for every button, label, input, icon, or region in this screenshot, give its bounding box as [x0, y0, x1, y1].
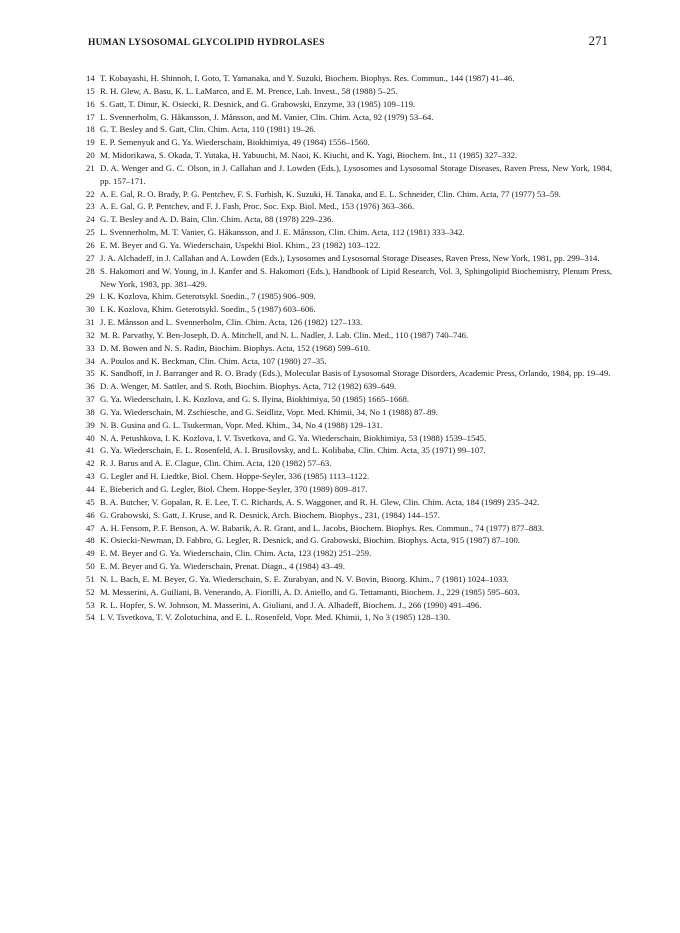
- reference-number: 53: [86, 599, 95, 610]
- reference-item: [86, 72, 612, 85]
- reference-text: B. A. Butcher, V. Gopalan, R. E. Lee, T. C. Richards, A. S. Waggoner, and R. H. Glew, Clin. Chim. Acta, 184 (1989) 235–242.: [100, 496, 540, 507]
- reference-text: L. Svennerholm, M. T. Vanier, G. Håkansson, and J. E. Månsson, Clin. Chim. Acta, 112 (1981) 333–342.: [100, 227, 465, 238]
- reference-text: R. L. Hopfer, S. W. Johnson, M. Masserini, A. Giuliani, and J. A. Alhadeff, Biochem. J., 266 (1990) 491–496.: [100, 599, 482, 610]
- reference-number: 31: [86, 317, 95, 328]
- reference-text: I. K. Kozlova, Khim. Geterotsykl. Soedin., 5 (1987) 603–606.: [100, 304, 316, 315]
- reference-text: E. M. Beyer and G. Ya. Wiederschain, Clin. Chim. Acta, 123 (1982) 251–259.: [100, 548, 372, 559]
- reference-number: 16: [86, 98, 95, 109]
- reference-text: R. J. Barus and A. E. Clague, Clin. Chim. Acta, 120 (1982) 57–63.: [100, 458, 332, 469]
- reference-text: A. E. Gal, R. O. Brady, P. G. Pentchev, F. S. Furbish, K. Suzuki, H. Tanaka, and E. L. Schneider, Clin. Chim. Acta, 77 (1977) 53–59.: [100, 188, 561, 199]
- reference-text: S. Hakomori and W. Young, in J. Kanfer and S. Hakomori (Eds.), Handbook of Lipid Research, Vol. 3, Sphingolipid Biochemistry, Plenum Press, New York, 1983, pp. 381–429.: [100, 265, 612, 289]
- reference-text: I. K. Kozlova, Khim. Geterotsykl. Soedin., 7 (1985) 906–909.: [100, 291, 316, 302]
- reference-number: 27: [86, 252, 95, 263]
- reference-number: 40: [86, 432, 95, 443]
- reference-text: G. Grabowski, S. Gatt, J. Kruse, and R. Desnick, Arch. Biochem. Biophys., 231, (1984) 144–157.: [100, 509, 440, 520]
- reference-text: G. Ya. Wiederschain, I. K. Kozlova, and G. S. Ilyina, Biokhimiya, 50 (1985) 1665–1668.: [100, 394, 410, 405]
- reference-item: [86, 85, 612, 98]
- reference-number: 30: [86, 304, 95, 315]
- reference-item: [86, 509, 612, 522]
- reference-number: 17: [86, 111, 95, 122]
- reference-number: 33: [86, 342, 95, 353]
- reference-number: 49: [86, 548, 95, 559]
- reference-number: 28: [86, 265, 95, 276]
- reference-item: [86, 406, 612, 419]
- reference-item: [86, 419, 612, 432]
- reference-item: [86, 611, 612, 624]
- reference-text: A. Poulos and K. Beckman, Clin. Chim. Acta, 107 (1980) 27–35.: [100, 355, 327, 366]
- reference-text: J. E. Månsson and L. Svennerholm, Clin. Chim. Acta, 126 (1982) 127–133.: [100, 317, 363, 328]
- reference-number: 20: [86, 150, 95, 161]
- reference-item: [86, 200, 612, 213]
- reference-item: [86, 265, 612, 291]
- reference-item: [86, 457, 612, 470]
- reference-text: G. T. Besley and S. Gatt, Clin. Chim. Acta, 110 (1981) 19–26.: [100, 124, 316, 135]
- reference-text: S. Gatt, T. Dinur, K. Osiecki, R. Desnick, and G. Grabowski, Enzyme, 33 (1985) 109–119.: [100, 98, 416, 109]
- reference-number: 26: [86, 239, 95, 250]
- reference-item: [86, 522, 612, 535]
- reference-number: 45: [86, 496, 95, 507]
- reference-item: [86, 432, 612, 445]
- reference-number: 19: [86, 137, 95, 148]
- reference-item: [86, 316, 612, 329]
- reference-number: 29: [86, 291, 95, 302]
- reference-list: [86, 72, 612, 624]
- reference-number: 21: [86, 162, 95, 173]
- reference-text: E. M. Beyer and G. Ya. Wiederschain, Uspekhi Biol. Khim., 23 (1982) 103–122.: [100, 239, 381, 250]
- reference-item: [86, 136, 612, 149]
- reference-text: D. A. Wenger and G. C. Olson, in J. Callahan and J. Lowden (Eds.), Lysosomes and Lysosomal Storage Diseases, Raven Press, New York, 1984, pp. 157–171.: [100, 162, 612, 186]
- reference-item: [86, 483, 612, 496]
- reference-text: A. H. Fensom, P. F. Benson, A. W. Babarik, A. R. Grant, and L. Jacobs, Biochem. Biophys. Res. Commun., 74 (1977) 877–883.: [100, 522, 545, 533]
- reference-number: 44: [86, 484, 95, 494]
- reference-number: 50: [86, 561, 95, 572]
- reference-item: [86, 367, 612, 380]
- reference-text: J. A. Alchadeff, in J. Callahan and A. Lowden (Eds.), Lysosomes and Lysosomal Storage Diseases, Raven Press, New York, 1981, pp. 299–314.: [100, 252, 600, 263]
- reference-text: M. R. Parvathy, Y. Ben-Joseph, D. A. Mitchell, and N. L. Nadler, J. Lab. Clin. Med., 110 (1987) 740–746.: [100, 329, 469, 340]
- reference-text: N. A. Petushkova, I. K. Kozlova, I. V. Tsvetkova, and G. Ya. Wiederschain, Biokhimiya, 53 (1988) 1539–1545.: [100, 432, 487, 443]
- reference-number: 36: [86, 381, 95, 392]
- reference-number: 15: [86, 85, 95, 96]
- reference-number: 25: [86, 227, 95, 238]
- reference-item: [86, 329, 612, 342]
- reference-number: 18: [86, 124, 95, 135]
- reference-item: [86, 213, 612, 226]
- page-number: 271: [588, 33, 608, 48]
- reference-item: [86, 290, 612, 303]
- reference-number: 46: [86, 509, 95, 520]
- reference-item: [86, 496, 612, 509]
- reference-number: 37: [86, 394, 95, 405]
- reference-item: [86, 534, 612, 547]
- reference-item: [86, 573, 612, 586]
- reference-item: [86, 149, 612, 162]
- reference-item: [86, 162, 612, 188]
- reference-text: M. Messerini, A. Guiliani, B. Venerando, A. Fiorilli, A. D. Aniello, and G. Tettamanti, Biochem. J., 229 (1985) 595–603.: [100, 586, 520, 597]
- reference-text: A. E. Gal, G. P. Pentchev, and F. J. Fash, Proc. Soc. Exp. Biol. Med., 153 (1976) 363–366.: [100, 201, 415, 212]
- reference-item: [86, 560, 612, 573]
- reference-text: N. B. Gusina and G. L. Tsukerman, Vopr. Med. Khim., 34, No 4 (1988) 129–131.: [100, 419, 383, 430]
- reference-item: [86, 444, 612, 457]
- reference-number: 43: [86, 471, 95, 482]
- reference-number: 47: [86, 522, 95, 533]
- reference-text: E. P. Semenyuk and G. Ya. Wiederschain, Biokhimiya, 49 (1984) 1556–1560.: [100, 137, 370, 148]
- running-header: [88, 33, 608, 49]
- reference-number: 48: [86, 535, 95, 546]
- reference-item: [86, 226, 612, 239]
- reference-number: 54: [86, 612, 95, 623]
- reference-item: [86, 188, 612, 201]
- running-title: HUMAN LYSOSOMAL GLYCOLIPID HYDROLASES: [88, 38, 325, 48]
- reference-text: G. Legler and H. Liedtke, Biol. Chem. Hoppe-Seyler, 336 (1985) 1113–1122.: [100, 471, 370, 482]
- reference-number: 38: [86, 406, 95, 417]
- reference-item: [86, 470, 612, 483]
- reference-text: T. Kobayashi, H. Shinnoh, I. Goto, T. Yamanaka, and Y. Suzuki, Biochem. Biophys. Res. Commun., 144 (1987) 41–46.: [100, 73, 515, 83]
- reference-item: [86, 252, 612, 265]
- reference-text: R. H. Glew, A. Basu, K. L. LaMarco, and E. M. Prence, Lab. Invest., 58 (1988) 5–25.: [100, 85, 398, 96]
- reference-number: 34: [86, 355, 95, 366]
- reference-number: 14: [86, 73, 95, 83]
- reference-text: G. T. Besley and A. D. Bain, Clin. Chim. Acta, 88 (1978) 229–236.: [100, 214, 334, 225]
- reference-number: 23: [86, 201, 95, 212]
- reference-number: 51: [86, 573, 95, 584]
- reference-item: [86, 393, 612, 406]
- reference-item: [86, 111, 612, 124]
- reference-item: [86, 355, 612, 368]
- reference-number: 32: [86, 329, 95, 340]
- reference-text: K. Osiecki-Newman, D. Fabbro, G. Legler, R. Desnick, and G. Grabowski, Biochim. Biophys. Acta, 915 (1987) 87–100.: [100, 535, 520, 546]
- reference-text: K. Sandhoff, in J. Barranger and R. O. Brady (Eds.), Molecular Basis of Lysosomal Storage Disorders, Academic Press, Orlando, 1984, pp. 19–49.: [100, 368, 611, 379]
- reference-text: L. Svennerholm, G. Håkansson, J. Månsson, and M. Vanier, Clin. Chim. Acta, 92 (1979) 53–64.: [100, 111, 434, 122]
- reference-item: [86, 342, 612, 355]
- reference-item: [86, 586, 612, 599]
- reference-item: [86, 303, 612, 316]
- reference-item: [86, 547, 612, 560]
- reference-number: 22: [86, 188, 95, 199]
- reference-text: M. Midorikawa, S. Okada, T. Yutaka, H. Yabuuchi, M. Naoi, K. Kiuchi, and K. Yagi, Biochem. Int., 11 (1985) 327–332.: [100, 150, 518, 161]
- reference-item: [86, 380, 612, 393]
- reference-number: 35: [86, 368, 95, 379]
- reference-item: [86, 123, 612, 136]
- reference-item: [86, 239, 612, 252]
- reference-text: I. V. Tsvetkova, T. V. Zolotuchina, and E. L. Rosenfeld, Vopr. Med. Khimii, 1, No 3 (1985) 128–130.: [100, 612, 451, 623]
- reference-item: [86, 599, 612, 612]
- reference-text: D. M. Bowen and N. S. Radin, Biochim. Biophys. Acta, 152 (1968) 599–610.: [100, 342, 371, 353]
- reference-number: 39: [86, 419, 95, 430]
- reference-text: G. Ya. Wiederschain, E. L. Rosenfeld, A. I. Brusilovsky, and L. Kolibaba, Clin. Chim. Acta, 35 (1971) 99–107.: [100, 445, 486, 456]
- reference-number: 52: [86, 586, 95, 597]
- reference-text: D. A. Wenger, M. Sattler, and S. Roth, Biochim. Biophys. Acta, 712 (1982) 639–649.: [100, 381, 397, 392]
- reference-text: G. Ya. Wiederschain, M. Zschiesche, and G. Seidlitz, Vopr. Med. Khimii, 34, No 1 (1988) 87–89.: [100, 406, 438, 417]
- reference-text: E. M. Beyer and G. Ya. Wiederschain, Prenat. Diagn., 4 (1984) 43–49.: [100, 561, 345, 572]
- reference-number: 24: [86, 214, 95, 225]
- reference-number: 42: [86, 458, 95, 469]
- reference-text: N. L. Bach, E. M. Beyer, G. Ya. Wiederschain, S. E. Zurabyan, and N. V. Bovin, Bioorg. Khim., 7 (1981) 1024–1033.: [100, 573, 509, 584]
- reference-text: E. Bieberich and G. Legler, Biol. Chem. Hoppe-Seyler, 370 (1989) 809–817.: [100, 484, 368, 494]
- reference-number: 41: [86, 445, 95, 456]
- reference-item: [86, 98, 612, 111]
